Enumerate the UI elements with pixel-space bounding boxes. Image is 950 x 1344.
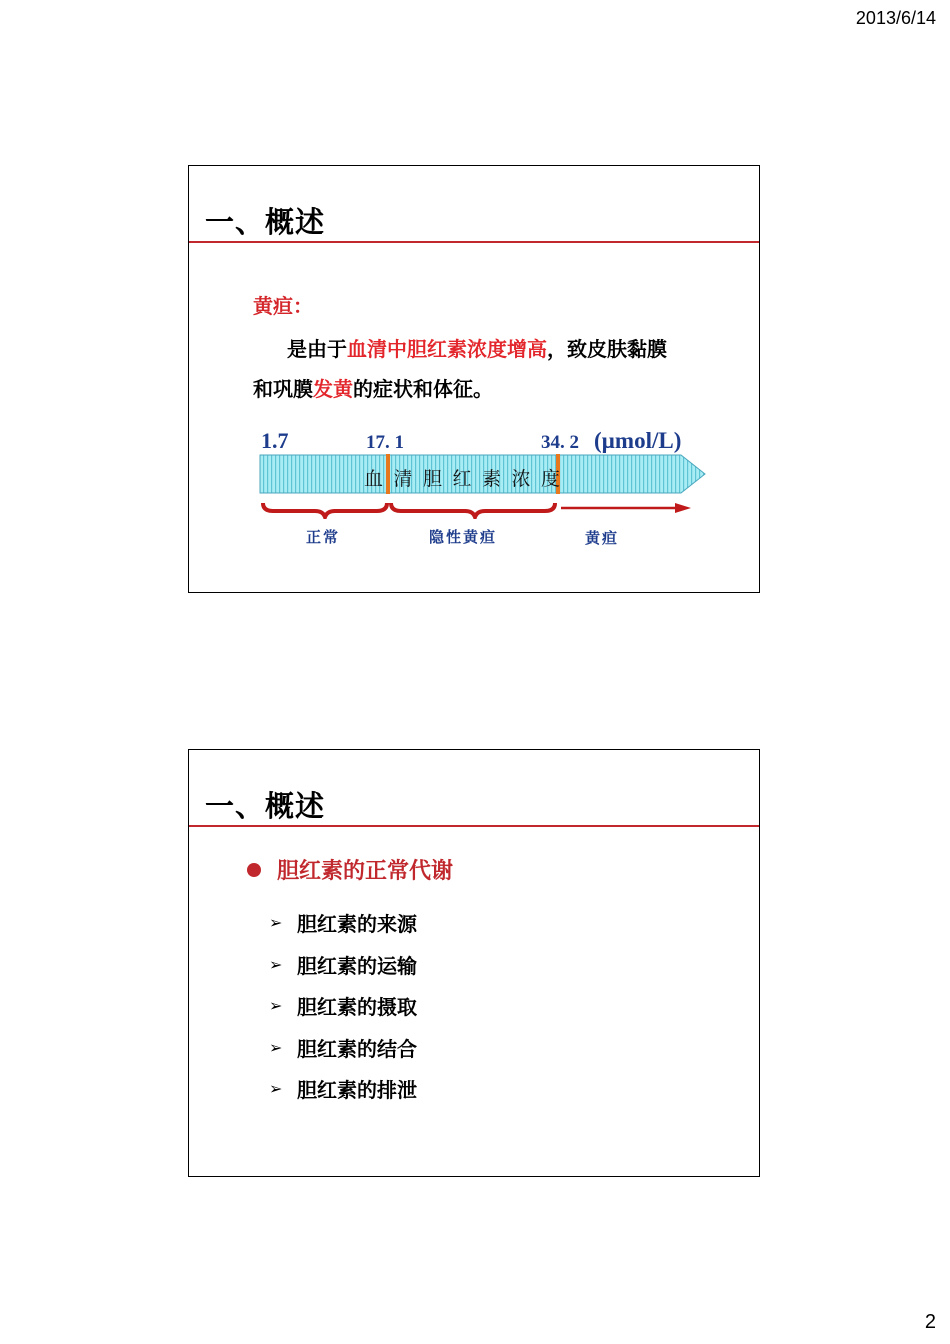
list-item-text: 胆红素的排泄	[297, 1078, 417, 1103]
scale-value-high: 34. 2	[541, 432, 579, 453]
list-item-text: 胆红素的来源	[297, 912, 417, 937]
slide-title: 一、概述	[205, 789, 326, 823]
list-item	[269, 1027, 417, 1069]
slide-overview-jaundice	[188, 165, 760, 593]
plain-text: 和巩膜	[253, 377, 313, 401]
list-item	[269, 985, 417, 1027]
jaundice-arrow-head	[675, 503, 691, 513]
arrow-bullet-icon: ➢	[269, 954, 283, 974]
page-number: 2	[924, 1311, 936, 1333]
slide-title: 一、概述	[205, 205, 326, 239]
plain-text: 的症状和体征。	[353, 377, 493, 401]
main-bullet-text: 胆红素的正常代谢	[277, 859, 454, 884]
list-item-text: 胆红素的结合	[297, 1036, 417, 1061]
highlight-text: 发黄	[313, 377, 353, 401]
plain-text: ，致皮肤黏膜	[547, 337, 667, 361]
definition-line-1	[287, 333, 667, 362]
term-jaundice: 黄疸：	[253, 294, 313, 318]
range-label-jaundice: 黄疸	[585, 529, 620, 547]
arrow-bullet-icon: ➢	[269, 1037, 283, 1057]
main-bullet	[247, 854, 453, 885]
brace-normal	[263, 503, 387, 517]
sub-bullet-list	[269, 902, 417, 1110]
plain-text: 是由于	[287, 337, 347, 361]
definition-line-2	[253, 373, 493, 402]
range-label-normal: 正常	[306, 528, 341, 546]
list-item	[269, 902, 417, 944]
list-item	[269, 1068, 417, 1110]
list-item	[269, 944, 417, 986]
highlight-text: 血清中胆红素浓度增高	[347, 337, 547, 361]
slide-bilirubin-metabolism	[188, 749, 760, 1177]
scale-value-mid: 17. 1	[366, 432, 404, 453]
arrow-bullet-icon: ➢	[269, 1079, 283, 1099]
list-item-text: 胆红素的运输	[297, 953, 417, 978]
scale-value-low: 1.7	[261, 428, 289, 453]
brace-latent-jaundice	[391, 503, 555, 517]
page-date: 2013/6/14	[855, 8, 936, 28]
title-underline	[189, 825, 759, 827]
arrow-bullet-icon: ➢	[269, 913, 283, 933]
scale-unit: (µmol/L)	[594, 428, 682, 453]
list-item-text: 胆红素的摄取	[297, 995, 417, 1020]
bullet-dot-icon	[247, 863, 261, 877]
range-label-latent: 隐性黄疸	[429, 528, 498, 546]
arrow-bullet-icon: ➢	[269, 996, 283, 1016]
bar-text: 血清胆红素浓度	[364, 468, 571, 490]
title-underline	[189, 241, 759, 243]
